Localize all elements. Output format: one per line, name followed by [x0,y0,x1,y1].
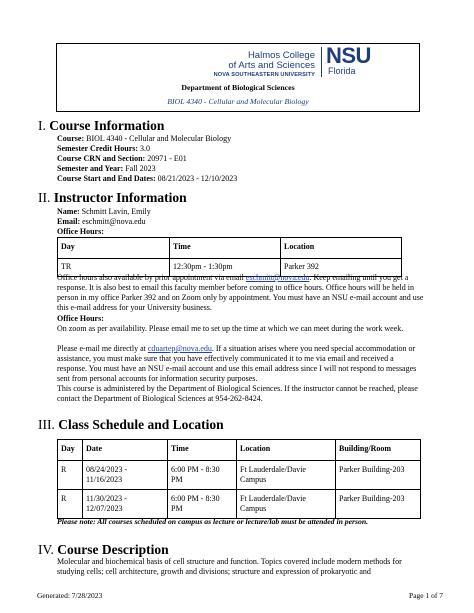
field-label: Email: [57,217,81,226]
field-value: 3.0 [140,144,151,153]
class-schedule-table [57,439,421,519]
page-number: Page 1 of 7 [409,591,443,600]
table-header-cell: Date [83,440,168,461]
section-number: III. [38,417,55,432]
university-name: NOVA SOUTHEASTERN UNIVERSITY [213,72,315,78]
field-label: Course Start and End Dates: [57,174,156,183]
table-row [58,490,421,519]
department-contact-paragraph: This course is administered by the Department of Biological Sciences. If the instructor cannot be reached, please contact the Department of Biological Sciences at 954-262-8424. [57,384,418,403]
section-heading-description [38,542,169,558]
table-header-cell: Time [168,440,237,461]
office-hours-paragraph [57,273,425,313]
field-label: Course: [57,134,85,143]
field-value: Schmitt Lavin, Emily [81,207,151,216]
table-cell: 6:00 PM - 8:30 PM [168,490,237,519]
nsu-logo-sub: Florida [328,66,356,76]
table-cell: 12:30pm - 1:30pm [170,259,281,277]
field-label: Semester Credit Hours: [57,144,139,153]
contact-email-link[interactable]: cduartep@nova.edu [147,344,212,353]
course-dates-field [57,174,237,184]
section-number: II. [38,190,51,205]
table-cell: Parker Building-203 [336,461,421,490]
table-row [58,461,421,490]
instructor-email-field [57,217,146,227]
section-heading-course-info [38,118,164,134]
table-cell: R [58,490,83,519]
field-value: 20971 - E01 [147,154,187,163]
college-logo-text [175,51,315,79]
section-number: I. [38,118,46,133]
office-hours-label-2 [57,314,104,324]
generated-date: Generated: 7/28/2023 [37,591,103,600]
office-hours-label [57,227,104,237]
table-header-cell: Location [237,440,336,461]
college-name-line2: of Arts and Sciences [228,60,315,71]
section-number: IV. [38,542,54,557]
section-title: Course Information [49,118,165,133]
section-title: Class Schedule and Location [58,417,224,432]
section-heading-instructor-info [38,190,187,206]
section-title: Course Description [57,542,169,557]
section-heading-schedule [38,417,224,433]
logo-divider [321,47,322,77]
zoom-paragraph: On zoom as per availability. Please email me to set up the time at which we can meet during the work week. [57,324,404,333]
credit-hours-field [57,144,150,154]
paragraph-text: . Keep emailing until you get a response. It is also best to email this faculty member before coming to office hours. Office hours will be held in person in my office Parker 392 and on Zoom only by appointment. You must have an NSU e-mail account and use this e-mail address for your University business. [57,273,424,312]
nsu-logo-icon [326,45,371,76]
field-label: Semester and Year: [57,164,124,173]
field-value: eschmitt@nova.edu [82,217,146,226]
table-cell: 08/24/2023 - 11/16/2023 [83,461,168,490]
table-cell: Parker 392 [281,259,402,277]
paragraph-text: . If a situation arises where you need special accommodation or assistance, you must make sure that you have effectively communicated it to me via email and received a response. You must have an NSU e-mail account and use this email address since I will not respond to messages sent from personal accounts for information security purposes. [57,344,417,383]
table-header-cell: Time [170,238,281,259]
department-title: Department of Biological Sciences [181,83,295,92]
table-cell: 11/30/2023 - 12/07/2023 [83,490,168,519]
table-cell: Parker Building-203 [336,490,421,519]
semester-year-field [57,164,156,174]
table-cell: 6:00 PM - 8:30 PM [168,461,237,490]
attendance-note: Please note: All courses scheduled on campus as lecture or lecture/lab must be attended in person. [57,517,369,526]
field-value: BIOL 4340 - Cellular and Molecular Biology [86,134,232,143]
table-cell: TR [58,259,170,277]
college-name-line1: Halmos College [247,50,315,61]
table-header-cell: Location [281,238,402,259]
table-cell: R [58,461,83,490]
instructor-email-link[interactable]: eschmitt@nova.edu [245,273,310,282]
field-value: Fall 2023 [125,164,156,173]
table-header-cell: Building/Room [336,440,421,461]
field-value: 08/21/2023 - 12/10/2023 [157,174,238,183]
field-label: Name: [57,207,80,216]
nsu-logo-letters: NSU [326,43,371,68]
field-label: Office Hours: [57,227,104,236]
course-field [57,134,231,144]
contact-paragraph [57,344,425,384]
table-header-cell: Day [58,440,83,461]
table-header-row [58,238,402,259]
table-cell: Ft Lauderdale/Davie Campus [237,461,336,490]
table-header-row [58,440,421,461]
field-label: Office Hours: [57,314,104,323]
section-title: Instructor Information [53,190,187,205]
course-subtitle: BIOL 4340 - Cellular and Molecular Biology [167,97,309,106]
instructor-name-field [57,207,151,217]
course-description-paragraph: Molecular and biochemical basis of cell structure and function. Topics covered include modern methods for studying cells; cell architecture, growth and divisions; structure and expression of prokaryotic and [57,557,402,576]
crn-section-field [57,154,187,164]
field-label: Course CRN and Section: [57,154,146,163]
office-hours-table [57,237,402,277]
table-header-cell: Day [58,238,170,259]
syllabus-header [56,43,420,112]
paragraph-text: Office hours also available by prior appointment via email [57,273,244,282]
table-cell: Ft Lauderdale/Davie Campus [237,490,336,519]
paragraph-text: Please e-mail me directly at [57,344,146,353]
